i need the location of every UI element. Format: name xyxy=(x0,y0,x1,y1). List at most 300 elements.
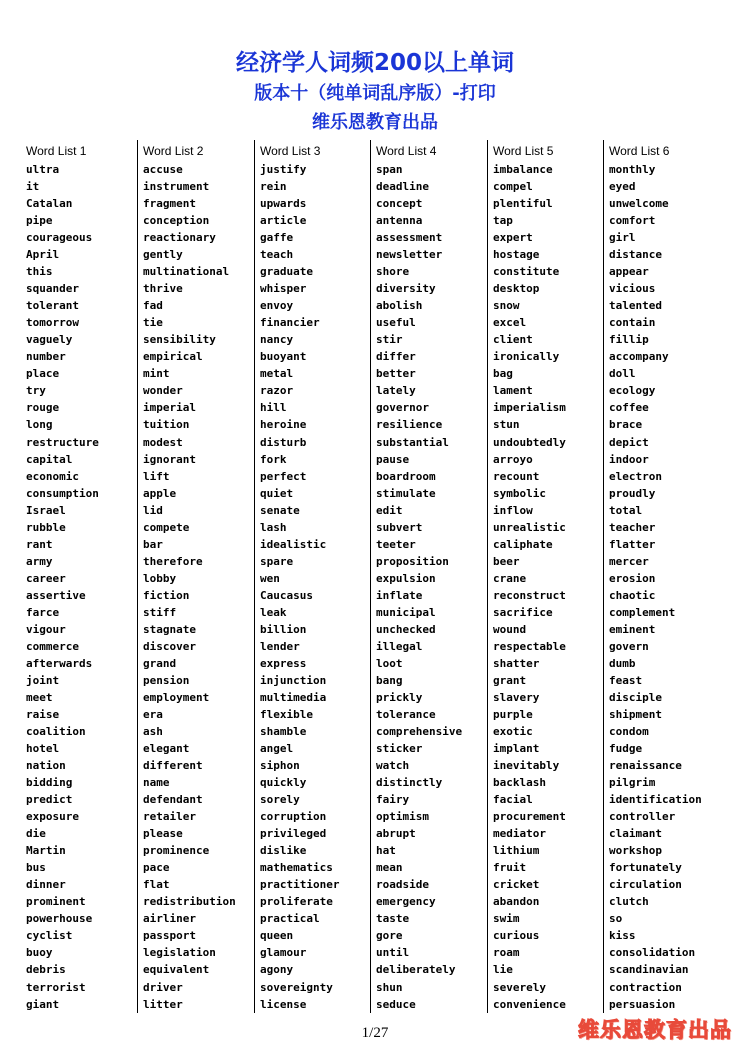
word-item: ash xyxy=(143,725,163,739)
word-item: practitioner xyxy=(260,878,340,892)
word-item: inflate xyxy=(376,588,423,602)
word-item: express xyxy=(260,656,307,670)
word-item: inflow xyxy=(493,503,533,517)
word-item: fudge xyxy=(609,742,643,756)
word-item: sacrifice xyxy=(493,605,553,619)
word-item: courageous xyxy=(26,231,93,245)
word-item: pilgrim xyxy=(609,776,656,790)
word-item: electron xyxy=(609,469,662,483)
word-item: appear xyxy=(609,265,649,279)
word-list xyxy=(26,161,99,1013)
word-item: deadline xyxy=(376,180,429,194)
word-item: quickly xyxy=(260,776,307,790)
word-item: farce xyxy=(26,605,60,619)
word-item: newsletter xyxy=(376,248,443,262)
word-item: facial xyxy=(493,793,533,807)
word-item: fork xyxy=(260,452,287,466)
word-item: taste xyxy=(376,912,410,926)
word-item: edit xyxy=(376,503,403,517)
word-item: grand xyxy=(143,656,177,670)
word-list-heading: Word List 5 xyxy=(493,144,554,158)
word-item: career xyxy=(26,571,66,585)
column-divider xyxy=(603,140,604,1013)
word-item: shore xyxy=(376,265,410,279)
word-item: terrorist xyxy=(26,980,86,994)
document-subtitle: 版本十（纯单词乱序版）-打印 xyxy=(254,83,496,104)
word-item: commerce xyxy=(26,639,79,653)
word-item: rouge xyxy=(26,401,60,415)
word-item: resilience xyxy=(376,418,443,432)
word-item: April xyxy=(26,248,60,262)
word-item: elegant xyxy=(143,742,190,756)
word-item: driver xyxy=(143,980,183,994)
word-item: lobby xyxy=(143,571,177,585)
word-item: instrument xyxy=(143,180,210,194)
word-item: compel xyxy=(493,180,533,194)
word-item: ignorant xyxy=(143,452,196,466)
word-item: unchecked xyxy=(376,622,436,636)
word-item: fad xyxy=(143,299,163,313)
word-item: era xyxy=(143,708,163,721)
word-item: mediator xyxy=(493,827,546,841)
word-item: long xyxy=(26,418,53,432)
word-item: rant xyxy=(26,537,53,551)
word-item: governor xyxy=(376,401,429,415)
word-item: practical xyxy=(260,912,320,926)
document-title: 经济学人词频200以上单词 xyxy=(235,50,514,76)
word-item: fruit xyxy=(493,861,527,875)
word-item: unwelcome xyxy=(609,197,669,211)
word-item: abrupt xyxy=(376,827,416,841)
word-item: mean xyxy=(376,861,403,875)
word-item: lithium xyxy=(493,844,540,858)
word-item: mathematics xyxy=(260,861,333,875)
word-item: abolish xyxy=(376,299,423,313)
word-item: assessment xyxy=(376,231,443,245)
word-item: buoy xyxy=(26,946,53,960)
word-item: idealistic xyxy=(260,537,327,551)
word-item: gaffe xyxy=(260,231,294,245)
word-item: upwards xyxy=(260,197,307,211)
word-item: grant xyxy=(493,673,527,687)
word-item: pension xyxy=(143,673,190,687)
word-item: abandon xyxy=(493,895,540,909)
word-item: proudly xyxy=(609,486,656,500)
word-list xyxy=(260,161,339,1013)
word-item: wound xyxy=(493,622,527,636)
word-item: bang xyxy=(376,673,403,687)
word-item: renaissance xyxy=(609,759,682,773)
word-item: expert xyxy=(493,231,533,245)
word-item: sorely xyxy=(260,793,300,807)
word-item: legislation xyxy=(143,946,216,960)
word-item: contain xyxy=(609,316,656,330)
word-item: purple xyxy=(493,708,533,721)
word-item: accompany xyxy=(609,350,669,364)
word-item: prominence xyxy=(143,844,210,858)
word-item: injunction xyxy=(260,673,327,687)
word-item: lender xyxy=(260,639,300,653)
word-item: article xyxy=(260,214,307,228)
word-item: empirical xyxy=(143,350,203,364)
word-item: flexible xyxy=(260,708,313,721)
word-item: senate xyxy=(260,503,300,517)
word-item: accuse xyxy=(143,163,183,176)
word-item: circulation xyxy=(609,878,682,892)
word-item: envoy xyxy=(260,299,294,313)
word-item: vaguely xyxy=(26,333,73,347)
word-item: erosion xyxy=(609,571,656,585)
word-item: distinctly xyxy=(376,776,443,790)
word-item: claimant xyxy=(609,827,662,841)
word-item: raise xyxy=(26,708,60,721)
word-item: airliner xyxy=(143,912,196,926)
word-item: expulsion xyxy=(376,571,436,585)
word-item: giant xyxy=(26,997,60,1011)
word-item: subvert xyxy=(376,520,423,534)
word-item: heroine xyxy=(260,418,307,432)
word-item: slavery xyxy=(493,690,540,704)
word-item: concept xyxy=(376,197,423,211)
word-item: glamour xyxy=(260,946,307,960)
word-item: pipe xyxy=(26,214,53,228)
word-item: privileged xyxy=(260,827,327,841)
word-item: Catalan xyxy=(26,197,73,211)
word-item: agony xyxy=(260,963,294,977)
word-item: teach xyxy=(260,248,294,262)
word-item: chaotic xyxy=(609,588,656,602)
word-item: cyclist xyxy=(26,929,73,943)
word-item: talented xyxy=(609,299,662,313)
word-item: Caucasus xyxy=(260,588,313,602)
word-item: disciple xyxy=(609,690,662,704)
word-item: conception xyxy=(143,214,210,228)
word-item: girl xyxy=(609,231,636,245)
word-item: bus xyxy=(26,861,46,875)
word-item: plentiful xyxy=(493,197,553,211)
word-item: joint xyxy=(26,673,60,687)
word-item: consolidation xyxy=(609,946,696,960)
word-item: hill xyxy=(260,401,287,415)
word-item: mercer xyxy=(609,554,649,568)
word-item: substantial xyxy=(376,435,449,449)
column-divider xyxy=(254,140,255,1013)
word-item: doll xyxy=(609,367,636,381)
word-item: fortunately xyxy=(609,861,682,875)
word-item: buoyant xyxy=(260,350,307,364)
word-item: apple xyxy=(143,486,177,500)
word-item: hotel xyxy=(26,742,60,756)
word-item: tolerant xyxy=(26,299,79,313)
word-item: bar xyxy=(143,537,163,551)
word-item: lid xyxy=(143,503,163,517)
word-item: so xyxy=(609,912,623,926)
word-item: capital xyxy=(26,452,73,466)
word-item: teacher xyxy=(609,520,656,534)
word-item: metal xyxy=(260,367,294,381)
word-item: wonder xyxy=(143,384,183,398)
word-item: controller xyxy=(609,810,676,824)
word-item: litter xyxy=(143,997,183,1011)
brand-watermark: 维乐恩教育出品 xyxy=(578,1018,732,1042)
word-item: nation xyxy=(26,759,66,773)
word-item: ultra xyxy=(26,163,60,176)
word-item: redistribution xyxy=(143,895,236,909)
word-item: span xyxy=(376,163,403,176)
word-item: stimulate xyxy=(376,486,436,500)
word-item: stagnate xyxy=(143,622,196,636)
word-item: distance xyxy=(609,248,662,262)
word-item: seduce xyxy=(376,997,416,1011)
word-item: convenience xyxy=(493,997,566,1011)
word-item: rein xyxy=(260,180,287,194)
word-item: optimism xyxy=(376,810,429,824)
word-item: discover xyxy=(143,639,196,653)
word-item: economic xyxy=(26,469,79,483)
word-item: proposition xyxy=(376,554,449,568)
word-item: procurement xyxy=(493,810,566,824)
word-item: illegal xyxy=(376,639,423,653)
word-list xyxy=(143,161,236,1013)
word-item: constitute xyxy=(493,265,560,279)
word-item: stir xyxy=(376,333,403,347)
word-item: mint xyxy=(143,367,170,381)
word-item: unrealistic xyxy=(493,520,566,534)
word-item: prickly xyxy=(376,690,423,704)
word-item: client xyxy=(493,333,533,347)
word-item: thrive xyxy=(143,282,183,296)
word-item: graduate xyxy=(260,265,313,279)
word-item: stun xyxy=(493,418,520,432)
word-item: better xyxy=(376,367,416,381)
word-item: exposure xyxy=(26,810,79,824)
word-item: sensibility xyxy=(143,333,216,347)
word-item: different xyxy=(143,759,203,773)
word-item: razor xyxy=(260,384,294,398)
word-item: corruption xyxy=(260,810,327,824)
word-item: dislike xyxy=(260,844,307,858)
word-item: indoor xyxy=(609,452,649,466)
word-item: defendant xyxy=(143,793,203,807)
word-item: eyed xyxy=(609,180,636,194)
word-item: lash xyxy=(260,520,287,534)
word-item: die xyxy=(26,827,46,841)
word-item: tap xyxy=(493,214,513,228)
word-item: try xyxy=(26,384,46,398)
word-list-heading: Word List 2 xyxy=(143,144,204,158)
word-item: fiction xyxy=(143,588,190,602)
word-item: imbalance xyxy=(493,163,553,176)
word-item: nancy xyxy=(260,333,294,347)
word-item: condom xyxy=(609,725,649,739)
word-item: lie xyxy=(493,963,513,977)
word-item: powerhouse xyxy=(26,912,93,926)
word-item: predict xyxy=(26,793,73,807)
word-item: comfort xyxy=(609,214,656,228)
word-item: gently xyxy=(143,248,183,262)
word-item: differ xyxy=(376,350,416,364)
word-item: identification xyxy=(609,793,702,807)
word-item: meet xyxy=(26,690,53,704)
word-item: diversity xyxy=(376,282,436,296)
word-item: tolerance xyxy=(376,708,436,721)
document-brand: 维乐恩教育出品 xyxy=(312,112,438,133)
word-item: contraction xyxy=(609,980,682,994)
word-item: imperialism xyxy=(493,401,566,415)
word-list-columns xyxy=(20,140,732,1013)
word-item: workshop xyxy=(609,844,662,858)
word-item: modest xyxy=(143,435,183,449)
word-item: flat xyxy=(143,878,170,892)
word-item: severely xyxy=(493,980,546,994)
word-item: persuasion xyxy=(609,997,676,1011)
word-item: feast xyxy=(609,673,643,687)
word-item: army xyxy=(26,554,53,568)
word-item: eminent xyxy=(609,622,656,636)
word-item: clutch xyxy=(609,895,649,909)
word-item: swim xyxy=(493,912,520,926)
word-item: flatter xyxy=(609,537,656,551)
word-item: govern xyxy=(609,639,649,653)
word-item: gore xyxy=(376,929,403,943)
word-item: watch xyxy=(376,759,410,773)
word-item: tie xyxy=(143,316,163,330)
word-item: restructure xyxy=(26,435,99,449)
word-item: Israel xyxy=(26,503,66,517)
word-item: reactionary xyxy=(143,231,216,245)
word-item: arroyo xyxy=(493,452,533,466)
word-item: pace xyxy=(143,861,170,875)
word-item: reconstruct xyxy=(493,588,566,602)
word-item: angel xyxy=(260,742,294,756)
word-item: leak xyxy=(260,605,287,619)
word-item: antenna xyxy=(376,214,423,228)
word-item: vicious xyxy=(609,282,656,296)
word-item: roam xyxy=(493,946,520,960)
word-item: hostage xyxy=(493,248,540,262)
word-item: proliferate xyxy=(260,895,333,909)
word-item: wen xyxy=(260,571,280,585)
word-item: tomorrow xyxy=(26,316,79,330)
word-item: perfect xyxy=(260,469,307,483)
word-item: imperial xyxy=(143,401,196,415)
word-item: ecology xyxy=(609,384,656,398)
word-item: boardroom xyxy=(376,469,436,483)
word-item: shamble xyxy=(260,725,307,739)
word-item: billion xyxy=(260,622,307,636)
word-item: ironically xyxy=(493,350,560,364)
word-item: license xyxy=(260,997,307,1011)
word-item: coalition xyxy=(26,725,86,739)
word-item: coffee xyxy=(609,401,649,415)
word-list-heading: Word List 1 xyxy=(26,144,87,158)
word-item: tuition xyxy=(143,418,190,432)
word-item: depict xyxy=(609,435,649,449)
word-item: desktop xyxy=(493,282,540,296)
word-item: debris xyxy=(26,963,66,977)
word-item: afterwards xyxy=(26,656,93,670)
word-item: lament xyxy=(493,384,533,398)
word-item: until xyxy=(376,946,410,960)
word-item: scandinavian xyxy=(609,963,689,977)
word-item: compete xyxy=(143,520,190,534)
word-item: undoubtedly xyxy=(493,435,566,449)
word-list-heading: Word List 6 xyxy=(609,144,670,158)
word-item: sticker xyxy=(376,742,423,756)
word-item: teeter xyxy=(376,537,416,551)
word-item: prominent xyxy=(26,895,86,909)
word-list-heading: Word List 3 xyxy=(260,144,321,158)
word-item: shipment xyxy=(609,708,662,721)
column-divider xyxy=(370,140,371,1013)
word-item: consumption xyxy=(26,486,99,500)
word-item: multinational xyxy=(143,265,230,279)
word-item: crane xyxy=(493,571,527,585)
word-list xyxy=(493,161,566,1013)
column-divider xyxy=(137,140,138,1013)
word-item: kiss xyxy=(609,929,636,943)
word-item: comprehensive xyxy=(376,725,463,739)
word-item: rubble xyxy=(26,520,66,534)
word-item: roadside xyxy=(376,878,429,892)
word-item: backlash xyxy=(493,776,546,790)
word-item: fragment xyxy=(143,197,196,211)
word-item: monthly xyxy=(609,163,656,176)
word-item: dumb xyxy=(609,656,636,670)
word-item: complement xyxy=(609,605,676,619)
word-item: vigour xyxy=(26,622,66,636)
word-item: this xyxy=(26,265,53,279)
word-item: shun xyxy=(376,980,403,994)
word-item: place xyxy=(26,367,60,381)
word-item: employment xyxy=(143,690,210,704)
word-list-heading: Word List 4 xyxy=(376,144,437,158)
page-number: 1/27 xyxy=(361,1025,389,1041)
word-item: quiet xyxy=(260,486,294,500)
word-item: cricket xyxy=(493,878,540,892)
word-item: excel xyxy=(493,316,527,330)
word-item: lately xyxy=(376,384,416,398)
column-divider xyxy=(487,140,488,1013)
word-item: bag xyxy=(493,367,513,381)
word-item: fairy xyxy=(376,793,410,807)
word-item: loot xyxy=(376,656,403,670)
word-item: justify xyxy=(260,163,307,176)
word-item: sovereignty xyxy=(260,980,333,994)
word-item: implant xyxy=(493,742,540,756)
word-item: beer xyxy=(493,554,520,568)
word-item: multimedia xyxy=(260,690,327,704)
word-item: passport xyxy=(143,929,196,943)
word-item: inevitably xyxy=(493,759,560,773)
word-item: number xyxy=(26,350,66,364)
word-item: caliphate xyxy=(493,537,553,551)
word-item: municipal xyxy=(376,605,436,619)
word-item: spare xyxy=(260,554,294,568)
word-item: symbolic xyxy=(493,486,546,500)
word-item: disturb xyxy=(260,435,307,449)
word-item: total xyxy=(609,503,643,517)
word-item: it xyxy=(26,180,40,194)
word-item: retailer xyxy=(143,810,196,824)
word-list xyxy=(609,161,702,1013)
word-item: dinner xyxy=(26,878,66,892)
word-item: stiff xyxy=(143,605,177,619)
word-item: curious xyxy=(493,929,540,943)
word-item: fillip xyxy=(609,333,649,347)
word-item: equivalent xyxy=(143,963,210,977)
word-item: assertive xyxy=(26,588,86,602)
